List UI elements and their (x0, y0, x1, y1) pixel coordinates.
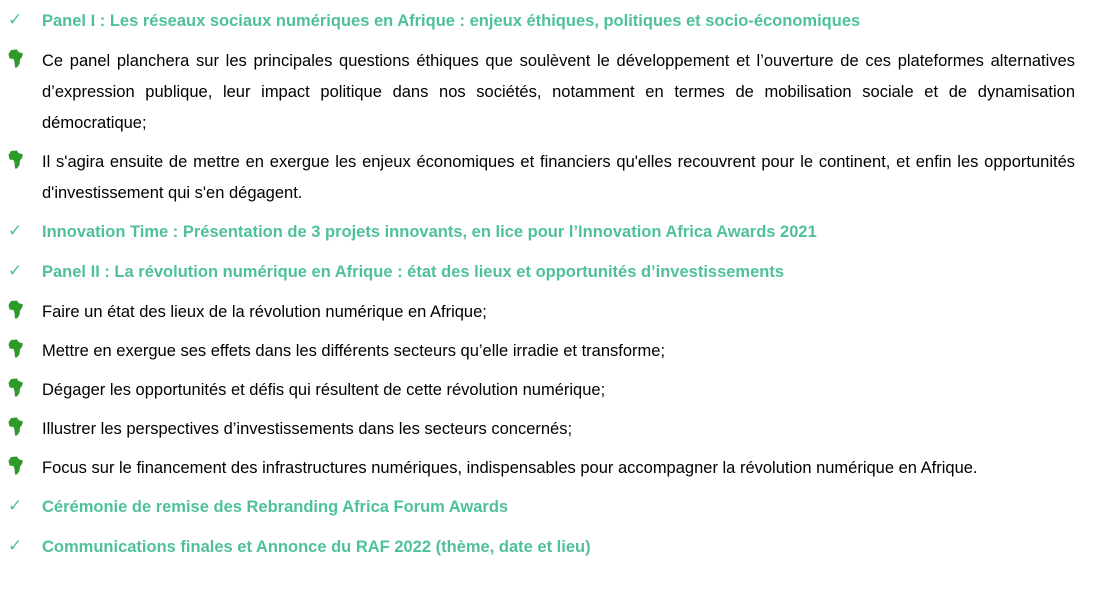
africa-icon (8, 339, 26, 361)
bullet-text: Ce panel planchera sur les principales questions éthiques que soulèvent le développement et l’ouverture de ces plateformes alternatives d’expression publique, leur impact politique dans nos sociétés, notamment en termes de mobilisation sociale et de dynamisation démocratique; (42, 52, 1075, 132)
bullet-item (0, 46, 1075, 139)
agenda-heading-awards-ceremony (0, 492, 1075, 522)
check-icon: ✓ (8, 221, 23, 241)
africa-icon (8, 456, 26, 478)
agenda-heading-panel-1 (0, 6, 1075, 36)
africa-icon (8, 378, 26, 400)
africa-icon (8, 417, 26, 439)
africa-icon (8, 300, 26, 322)
check-icon: ✓ (8, 261, 23, 281)
check-icon: ✓ (8, 496, 23, 516)
bullet-item (0, 297, 1075, 328)
agenda-heading-panel-2 (0, 257, 1075, 287)
check-icon: ✓ (8, 10, 23, 30)
bullet-text: Mettre en exergue ses effets dans les différents secteurs qu’elle irradie et transforme; (42, 342, 666, 360)
bullet-item (0, 453, 1075, 484)
heading-text: Innovation Time : Présentation de 3 projets innovants, en lice pour l’Innovation Africa Awards 2021 (42, 223, 817, 241)
bullet-text: Il s'agira ensuite de mettre en exergue les enjeux économiques et financiers qu'elles recouvrent pour le continent, et enfin les opportunités d'investissement qui s'en dégagent. (42, 153, 1075, 202)
heading-text: Panel I : Les réseaux sociaux numériques en Afrique : enjeux éthiques, politiques et socio-économiques (42, 12, 861, 30)
bullet-text: Dégager les opportunités et défis qui résultent de cette révolution numérique; (42, 381, 606, 399)
agenda-heading-final-communications (0, 532, 1075, 562)
bullet-item (0, 375, 1075, 406)
heading-text: Communications finales et Annonce du RAF 2022 (thème, date et lieu) (42, 538, 591, 556)
bullet-item (0, 147, 1075, 209)
africa-icon (8, 150, 26, 172)
africa-icon (8, 49, 26, 71)
bullet-item (0, 414, 1075, 445)
check-icon: ✓ (8, 536, 23, 556)
heading-text: Panel II : La révolution numérique en Afrique : état des lieux et opportunités d’investissements (42, 263, 785, 281)
bullet-item (0, 336, 1075, 367)
bullet-text: Focus sur le financement des infrastructures numériques, indispensables pour accompagner la révolution numérique en Afrique. (42, 459, 978, 477)
bullet-text: Faire un état des lieux de la révolution numérique en Afrique; (42, 303, 487, 321)
bullet-text: Illustrer les perspectives d’investissements dans les secteurs concernés; (42, 420, 573, 438)
agenda-heading-innovation-time (0, 217, 1075, 247)
heading-text: Cérémonie de remise des Rebranding Africa Forum Awards (42, 498, 509, 516)
